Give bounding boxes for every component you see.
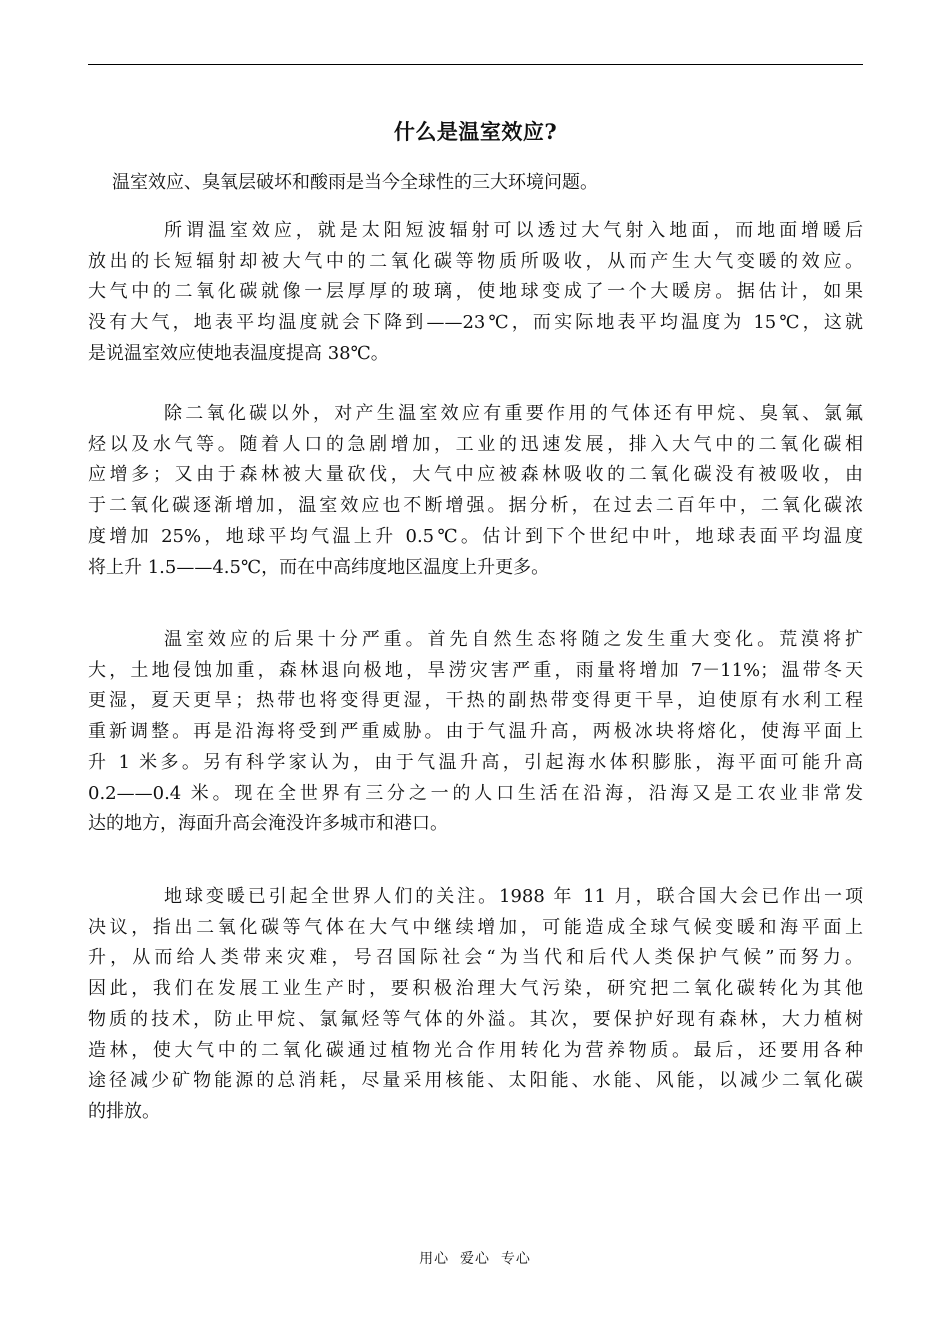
paragraph-line: 升，从而给人类带来灾难，号召国际社会“为当代和后代人类保护气候”而努力。 — [88, 947, 863, 969]
paragraph-definition — [88, 216, 863, 370]
paragraph-consequences — [88, 625, 863, 840]
paragraph-response — [88, 882, 863, 1128]
paragraph-line: 途径减少矿物能源的总消耗，尽量采用核能、太阳能、水能、风能，以减少二氧化碳 — [88, 1070, 863, 1092]
paragraph-line: 的排放。 — [88, 1100, 160, 1122]
paragraph-line: 地球变暖已引起全世界人们的关注。1988 年 11 月，联合国大会已作出一项 — [164, 886, 863, 907]
page-footer: 用心 爱心 专心 — [419, 1251, 531, 1267]
paragraph-line: 于二氧化碳逐渐增加，温室效应也不断增强。据分析，在过去二百年中，二氧化碳浓 — [88, 495, 863, 517]
paragraph-line: 所谓温室效应，就是太阳短波辐射可以透过大气射入地面，而地面增暖后 — [164, 220, 863, 241]
paragraph-line: 0.2——0.4 米。现在全世界有三分之一的人口生活在沿海，沿海又是工农业非常发 — [88, 782, 863, 804]
paragraph-line: 温室效应的后果十分严重。首先自然生态将随之发生重大变化。荒漠将扩 — [164, 629, 863, 650]
paragraph-line: 达的地方，海面升高会淹没许多城市和港口。 — [88, 813, 448, 835]
paragraph-line: 因此，我们在发展工业生产时，要积极治理大气污染，研究把二氧化碳转化为其他 — [88, 978, 863, 1000]
paragraph-line: 大气中的二氧化碳就像一层厚厚的玻璃，使地球变成了一个大暖房。据估计，如果 — [88, 281, 863, 303]
intro-text: 温室效应、臭氧层破坏和酸雨是当今全球性的三大环境问题。 — [112, 172, 598, 193]
paragraph-line: 除二氧化碳以外，对产生温室效应有重要作用的气体还有甲烷、臭氧、氯氟 — [164, 403, 863, 424]
paragraph-line: 决议，指出二氧化碳等气体在大气中继续增加，可能造成全球气候变暖和海平面上 — [88, 916, 863, 938]
paragraph-line: 放出的长短辐射却被大气中的二氧化碳等物质所吸收，从而产生大气变暖的效应。 — [88, 250, 863, 272]
paragraph-line: 将上升 1.5——4.5℃，而在中高纬度地区温度上升更多。 — [88, 556, 550, 578]
paragraph-line: 烃以及水气等。随着人口的急剧增加，工业的迅速发展，排入大气中的二氧化碳相 — [88, 433, 863, 455]
header-rule — [88, 64, 863, 65]
paragraph-line: 没有大气，地表平均温度就会下降到——23℃，而实际地表平均温度为 15℃，这就 — [88, 312, 863, 334]
paragraph-line: 是说温室效应使地表温度提高 38℃。 — [88, 342, 389, 364]
paragraph-line: 大，土地侵蚀加重，森林退向极地，旱涝灾害严重，雨量将增加 7－11%；温带冬天 — [88, 659, 863, 681]
paragraph-line: 造林，使大气中的二氧化碳通过植物光合作用转化为营养物质。最后，还要用各种 — [88, 1039, 863, 1061]
paragraph-line: 升 1 米多。另有科学家认为，由于气温升高，引起海水体积膨胀，海平面可能升高 — [88, 751, 863, 773]
page-title: 什么是温室效应? — [393, 119, 558, 144]
paragraph-line: 更湿，夏天更旱；热带也将变得更湿，干热的副热带变得更干旱，迫使原有水利工程 — [88, 690, 863, 712]
paragraph-line: 重新调整。再是沿海将受到严重威胁。由于气温升高，两极冰块将熔化，使海平面上 — [88, 721, 863, 743]
paragraph-line: 物质的技术，防止甲烷、氯氟烃等气体的外溢。其次，要保护好现有森林，大力植树 — [88, 1008, 863, 1030]
paragraph-line: 应增多；又由于森林被大量砍伐，大气中应被森林吸收的二氧化碳没有被吸收，由 — [88, 464, 863, 486]
paragraph-line: 度增加 25%，地球平均气温上升 0.5℃。估计到下个世纪中叶，地球表面平均温度 — [88, 525, 863, 547]
paragraph-causes — [88, 399, 863, 583]
